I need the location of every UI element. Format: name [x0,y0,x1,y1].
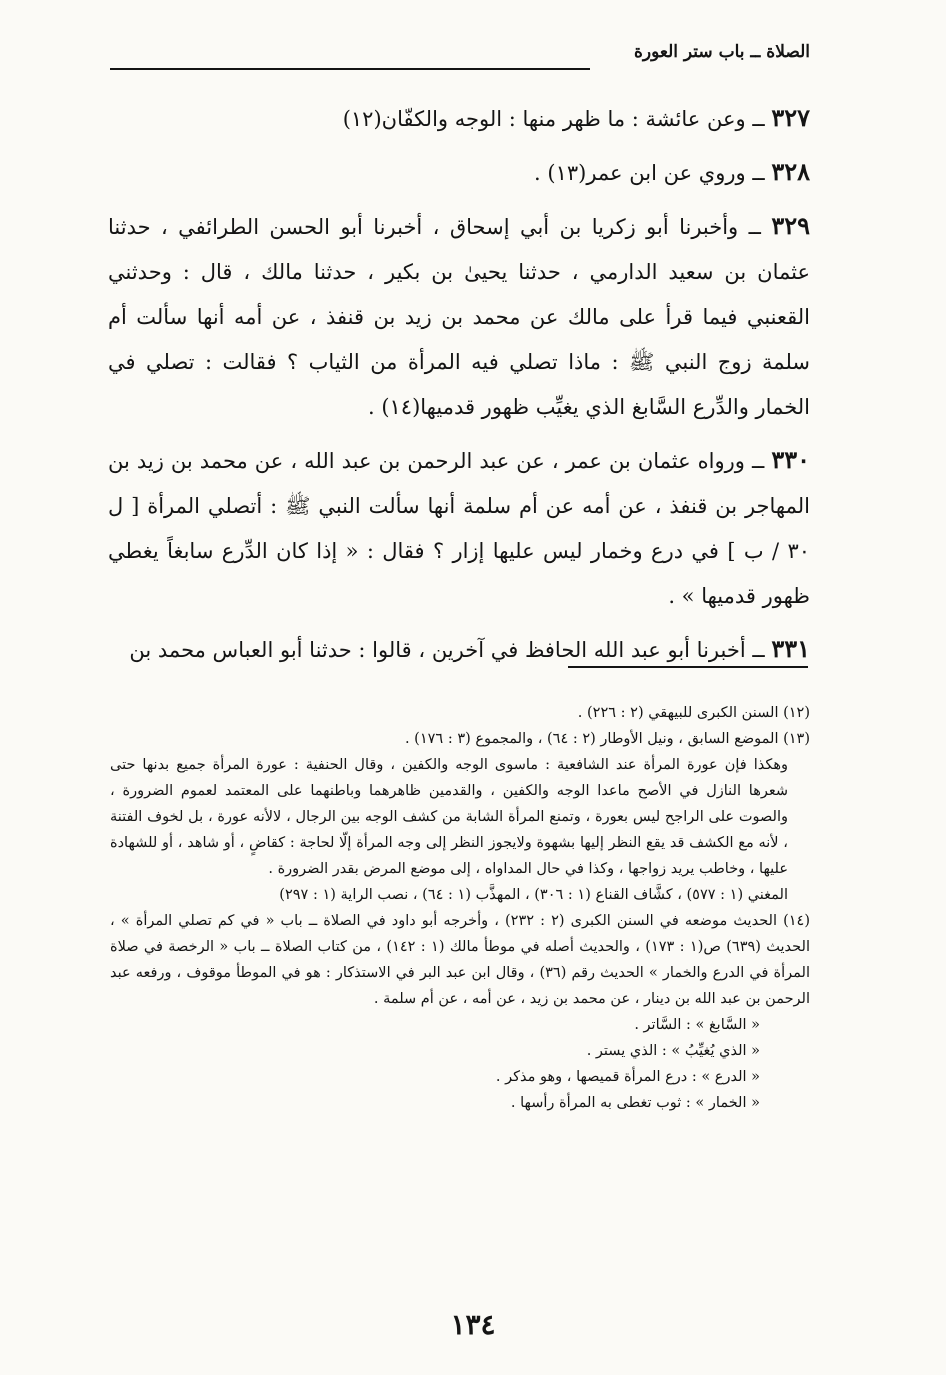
footnote-12: (١٢) السنن الكبرى للبيهقي (٢ : ٢٢٦) . [577,705,810,721]
page-number: ١٣٤ [450,1308,496,1341]
hadith-number: ٣٢٩ [771,211,811,240]
paragraph-328 [108,149,810,196]
footnote-separator [568,666,808,668]
paragraph-text: ــ وأخبرنا أبو زكريا بن أبي إسحاق ، أخبرنا أبو الحسن الطرائفي ، حدثنا عثمان بن سعيد الدارمي ، حدثنا يحيىٰ بن بكير ، حدثنا مالك ، قال : وحدثني القعنبي فيما قرأ على مالك عن محمد بن زيد بن قنفذ ، عن أمه أنها سألت أم سلمة زوج النبي ﷺ : ماذا تصلي فيه المرأة من الثياب ؟ فقالت : تصلي في الخمار والدِّرع السَّابغ الذي يغيِّب ظهور قدميها(١٤) . [108,215,810,419]
running-header: الصلاة ــ باب ستر العورة [633,42,810,62]
hadith-number: ٣٣١ [771,634,810,663]
hadith-number: ٣٢٨ [771,157,810,186]
paragraph-330 [108,437,810,619]
glossary-item: « الدرع » : درع المرأة قميصها ، وهو مذكر . [495,1069,760,1085]
glossary-item: « السَّابغ » : السَّاتر . [634,1017,760,1033]
footnote-13-sources: المغني (١ : ٥٧٧) ، كشَّاف القناع (١ : ٣٠٦) ، المهذَّب (١ : ٦٤) ، نصب الراية (١ : ٢٩٧) [279,887,788,903]
paragraph-text: ــ وروي عن ابن عمر(١٣) . [534,161,765,185]
footnote-13-commentary: وهكذا فإن عورة المرأة عند الشافعية : ماسوى الوجه والكفين ، وقال الحنفية : عورة المرأة جميع بدنها حتى شعرها النازل في الأصح ماعدا الوجه والكفين ، والقدمين ظاهرهما وباطنهما على المعتمد لعموم الضرورة ، والصوت على الراجح ليس بعورة ، وتمنع المرأة الشابة من كشف الوجه بين الرجال ، لالأنه عورة ، بل لخوف الفتنة ، لأنه مع الكشف قد يقع النظر إليها بشهوة ولايجوز النظر إلى وجه المرأة إلّا لحاجة : كقاضٍ ، أو شاهد ، أو للشهادة عليها ، وخاطب يريد زواجها ، وكذا في حال المداواه ، إلى موضع المرض بقدر الضرورة . [110,757,788,877]
glossary-item: « الذي يُغيِّبُ » : الذي يستر . [586,1043,760,1059]
glossary-item: « الخمار » : ثوب تغطى به المرأة رأسها . [510,1095,760,1111]
hadith-number: ٣٣٠ [771,445,810,474]
footnotes [110,700,810,1116]
footnote-14: (١٤) الحديث موضعه في السنن الكبرى (٢ : ٢٣٢) ، وأخرجه أبو داود في الصلاة ــ باب « في كم تصلي المرأة » ، الحديث (٦٣٩) ص(١ : ١٧٣) ، والحديث أصله في موطأ مالك (١ : ١٤٢) ، من كتاب الصلاة ــ باب « الرخصة في صلاة المرأة في الدرع والخمار » الحديث رقم (٣٦) ، وقال ابن عبد البر في الاستذكار : هو في الموطأ موقوف ، ورفعه عبد الرحمن بن عبد الله بن دينار ، عن محمد بن زيد ، عن أمه ، عن أم سلمة . [110,913,811,1007]
header-rule [110,68,590,70]
paragraph-text: ــ أخبرنا أبو عبد الله الحافظ في آخرين ، قالوا : حدثنا أبو العباس محمد بن [129,638,765,662]
footnote-13: (١٣) الموضع السابق ، ونيل الأوطار (٢ : ٦٤) ، والمجموع (٣ : ١٧٦) . [404,731,810,747]
paragraph-329 [108,203,810,430]
main-text [108,95,810,680]
hadith-number: ٣٢٧ [771,103,810,132]
paragraph-327 [108,95,810,142]
paragraph-text: ــ ورواه عثمان بن عمر ، عن عبد الرحمن بن عبد الله ، عن محمد بن زيد بن المهاجر بن قنفذ ، عن أمه عن أم سلمة أنها سألت النبي ﷺ : أتصلي المرأة [ ل ٣٠ / ب ] في درع وخمار ليس عليها إزار ؟ فقال : « إذا كان الدِّرع سابغاً يغطي ظهور قدميها » . [108,449,810,608]
paragraph-text: ــ وعن عائشة : ما ظهر منها : الوجه والكفّان(١٢) [342,107,765,131]
